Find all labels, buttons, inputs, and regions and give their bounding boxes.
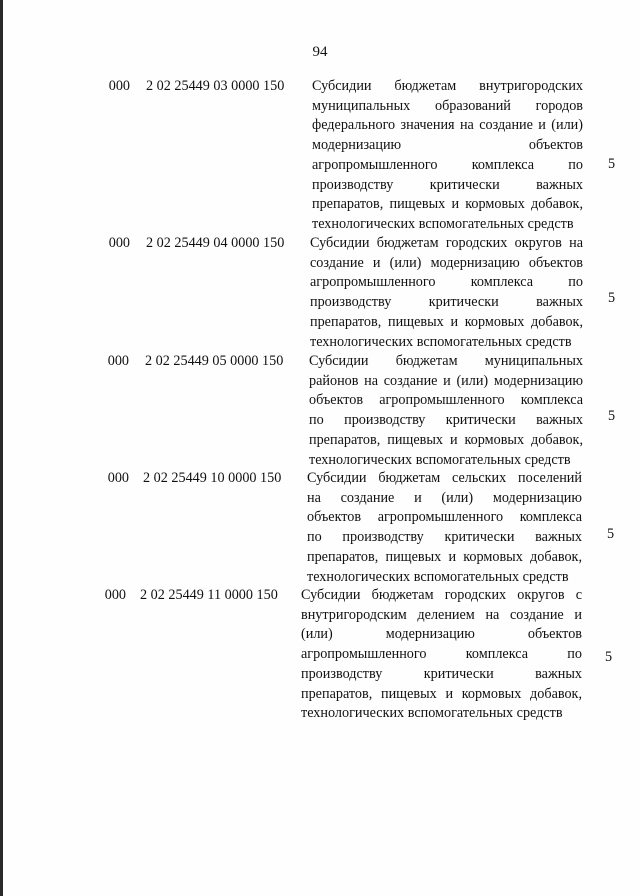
description-line: производству критически важных: [301, 665, 582, 682]
page-number: 94: [312, 44, 328, 60]
budget-classification-code: 2 02 25449 03 0000 150: [146, 78, 285, 94]
description-line: агропромышленного комплекса по: [312, 156, 583, 173]
description-line: производству критически важных: [310, 294, 583, 311]
description-line: препаратов, пищевых и кормовых добавок,: [309, 431, 583, 448]
administrator-code: 000: [104, 587, 126, 603]
description-line: создание и (или) модернизацию объектов: [310, 254, 583, 271]
description-line: Субсидии бюджетам муниципальных: [309, 353, 583, 369]
description-line: на создание и (или) модернизацию: [307, 489, 582, 506]
description-line: по производству критически важных: [307, 529, 582, 546]
amount-value: 5: [608, 408, 616, 424]
description-line: муниципальных образований городов: [312, 97, 583, 114]
description-line: производству критически важных: [312, 176, 583, 193]
description-line: объектов агропромышленного комплекса: [309, 392, 583, 409]
administrator-code: 000: [107, 470, 129, 486]
description-line: технологических вспомогательных средств: [301, 705, 563, 722]
description-line: технологических вспомогательных средств: [307, 568, 569, 585]
description-line: технологических вспомогательных средств: [309, 451, 571, 468]
description-line: Субсидии бюджетам внутригородских: [312, 78, 583, 94]
amount-value: 5: [608, 290, 616, 306]
amount-value: 5: [608, 156, 616, 172]
description-line: препаратов, пищевых и кормовых добавок,: [312, 196, 583, 213]
description-line: модернизацию объектов: [312, 137, 583, 154]
budget-classification-code: 2 02 25449 04 0000 150: [146, 235, 285, 251]
administrator-code: 000: [108, 78, 130, 94]
description-line: агропромышленного комплекса по: [310, 274, 583, 291]
description-line: агропромышленного комплекса по: [301, 646, 582, 663]
administrator-code: 000: [108, 235, 130, 251]
description-line: препаратов, пищевых и кормовых добавок,: [307, 548, 582, 565]
description-line: внутригородским делением на создание и: [301, 606, 582, 623]
amount-value: 5: [605, 649, 613, 665]
budget-classification-code: 2 02 25449 11 0000 150: [140, 587, 278, 603]
description-line: препаратов, пищевых и кормовых добавок,: [301, 685, 582, 702]
description-line: по производству критически важных: [309, 412, 583, 429]
budget-classification-code: 2 02 25449 10 0000 150: [143, 470, 282, 486]
amount-value: 5: [607, 526, 615, 542]
description-line: (или) модернизацию объектов: [301, 626, 582, 643]
administrator-code: 000: [107, 353, 129, 369]
description-line: технологических вспомогательных средств: [312, 215, 574, 232]
scan-edge: [0, 0, 3, 896]
description-line: Субсидии бюджетам городских округов с: [301, 587, 582, 603]
description-line: препаратов, пищевых и кормовых добавок,: [310, 313, 583, 330]
description-line: федерального значения на создание и (или): [312, 117, 583, 134]
description-line: объектов агропромышленного комплекса: [307, 509, 582, 526]
description-line: районов на создание и (или) модернизацию: [309, 372, 583, 389]
description-line: Субсидии бюджетам сельских поселений: [307, 470, 582, 486]
description-line: Субсидии бюджетам городских округов на: [310, 235, 583, 251]
budget-classification-code: 2 02 25449 05 0000 150: [145, 353, 284, 369]
description-line: технологических вспомогательных средств: [310, 333, 572, 350]
